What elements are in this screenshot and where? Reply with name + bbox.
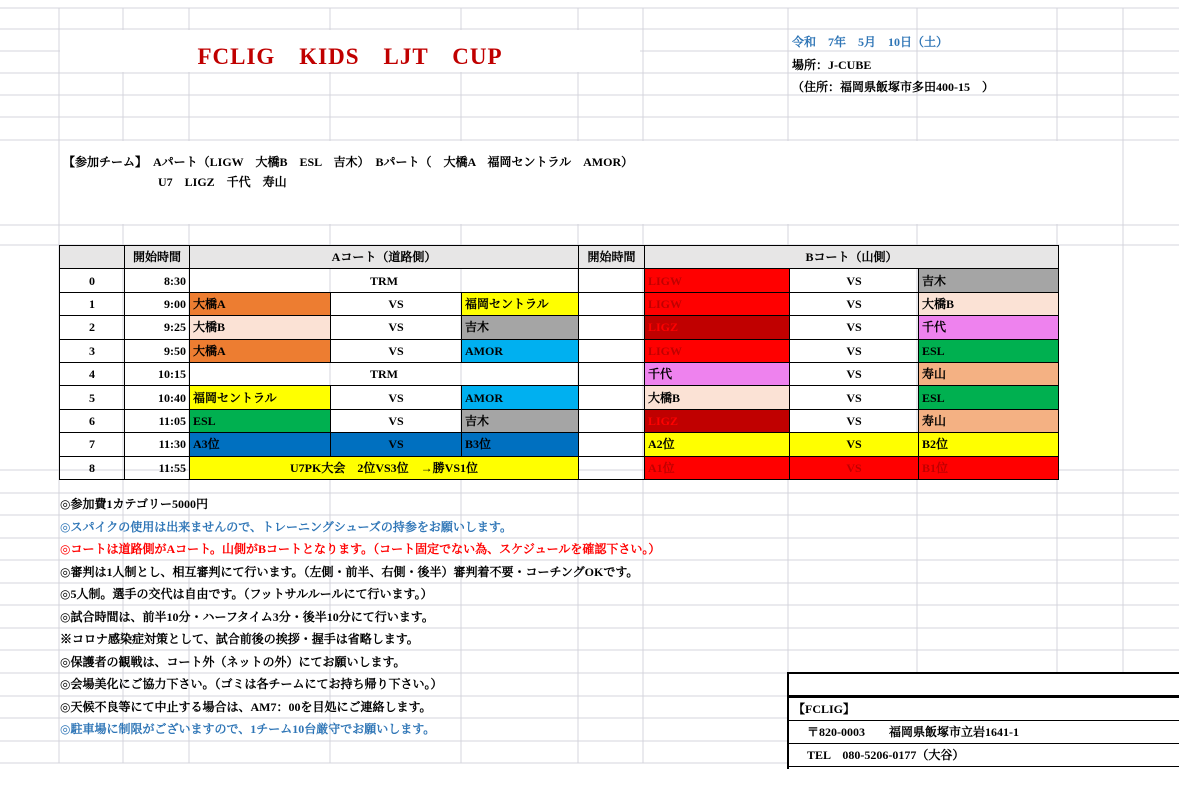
court-b-vs: VS [790, 316, 919, 339]
court-b-away: ESL [919, 386, 1059, 409]
court-b-vs: VS [790, 362, 919, 385]
court-b-time [579, 433, 645, 456]
court-b-away: 吉木 [919, 269, 1059, 292]
header-court-a: Aコート（道路側） [190, 246, 579, 269]
match-number: 6 [60, 409, 125, 432]
start-time: 11:05 [125, 409, 190, 432]
match-number: 7 [60, 433, 125, 456]
match-number: 2 [60, 316, 125, 339]
note-spectators: ◎保護者の観戦は、コート外（ネットの外）にてお願いします。 [60, 654, 406, 669]
court-b-home: LIGZ [645, 316, 790, 339]
court-b-away: 大橋B [919, 292, 1059, 315]
note-covid: ※コロナ感染症対策として、試合前後の挨拶・握手は省略します。 [60, 632, 419, 646]
court-a-away: AMOR [462, 386, 579, 409]
court-b-home: 大橋B [645, 386, 790, 409]
note-players: ◎5人制。選手の交代は自由です。（フットサルルールにて行います。） [60, 587, 433, 601]
event-date: 令和 7年 5月 10日（土） [792, 35, 949, 49]
court-a-vs: VS [331, 316, 462, 339]
event-title: FCLIG KIDS LJT CUP [197, 44, 503, 69]
schedule-row [60, 433, 1059, 456]
event-address: （住所：福岡県飯塚市多田400-15 ） [792, 80, 994, 94]
schedule-row [60, 362, 1059, 385]
notes-list [60, 493, 660, 741]
court-a-away: AMOR [462, 339, 579, 362]
court-b-away: 千代 [919, 316, 1059, 339]
court-b-vs: VS [790, 292, 919, 315]
start-time: 10:15 [125, 362, 190, 385]
court-a-vs: VS [331, 409, 462, 432]
court-b-vs: VS [790, 386, 919, 409]
start-time: 9:25 [125, 316, 190, 339]
note-courts: ◎コートは道路側がAコート。山側がBコートとなります。（コート固定でない為、スケジュールを確認下さい。） [60, 542, 661, 556]
court-b-vs: VS [790, 269, 919, 292]
court-b-vs: VS [790, 339, 919, 362]
court-a-away: 吉木 [462, 316, 579, 339]
note-parking: ◎駐車場に制限がございますので、1チーム10台厳守でお願いします。 [60, 722, 436, 736]
court-a-home: 大橋A [190, 292, 331, 315]
match-number: 0 [60, 269, 125, 292]
schedule-row [60, 292, 1059, 315]
schedule-row [60, 339, 1059, 362]
court-b-vs: VS [790, 409, 919, 432]
match-number: 3 [60, 339, 125, 362]
court-a-away: B3位 [462, 433, 579, 456]
match-number: 8 [60, 456, 125, 479]
contact-org: 【FCLIG】 [789, 698, 1179, 721]
event-venue: 場所：J-CUBE [792, 58, 872, 72]
court-b-time [579, 292, 645, 315]
start-time: 9:00 [125, 292, 190, 315]
court-b-home: A1位 [645, 456, 790, 479]
court-b-home: A2位 [645, 433, 790, 456]
teams-line-1: 【参加チーム】 Aパート（LIGW 大橋B ESL 吉木） Bパート（ 大橋A 福岡セントラル AMOR） [63, 155, 634, 169]
court-a-vs: VS [331, 433, 462, 456]
court-a-home: 福岡セントラル [190, 386, 331, 409]
court-a-u7-event: U7PK大会 2位VS3位 →勝VS1位 [190, 456, 579, 479]
court-a-home: 大橋A [190, 339, 331, 362]
court-a-home: ESL [190, 409, 331, 432]
court-b-time [579, 409, 645, 432]
contact-box [787, 672, 1179, 769]
note-weather: ◎天候不良等にて中止する場合は、AM7：00を目処にご連絡します。 [60, 699, 432, 714]
court-a-vs: VS [331, 292, 462, 315]
court-b-away: 寿山 [919, 362, 1059, 385]
schedule-row [60, 409, 1059, 432]
schedule-row [60, 456, 1059, 479]
court-b-away: ESL [919, 339, 1059, 362]
note-match-time: ◎試合時間は、前半10分・ハーフタイム3分・後半10分にて行います。 [60, 609, 434, 624]
court-b-time [579, 269, 645, 292]
contact-address: 〒820-0003 福岡県飯塚市立岩1641-1 [789, 721, 1179, 744]
schedule-row [60, 386, 1059, 409]
court-b-time [579, 362, 645, 385]
court-b-vs: VS [790, 433, 919, 456]
court-a-vs: VS [331, 386, 462, 409]
schedule-row [60, 316, 1059, 339]
match-number: 1 [60, 292, 125, 315]
header-blank [60, 246, 125, 269]
court-a-break: TRM [190, 362, 579, 385]
court-a-break: TRM [190, 269, 579, 292]
schedule-table [59, 245, 1059, 480]
court-b-time [579, 339, 645, 362]
start-time: 9:50 [125, 339, 190, 362]
match-number: 4 [60, 362, 125, 385]
start-time: 8:30 [125, 269, 190, 292]
header-court-b: Bコート（山側） [645, 246, 1059, 269]
note-spikes: ◎スパイクの使用は出来ませんので、トレーニングシューズの持参をお願いします。 [60, 519, 512, 534]
court-a-vs: VS [331, 339, 462, 362]
court-b-time [579, 386, 645, 409]
court-a-away: 福岡セントラル [462, 292, 579, 315]
teams-line-2: U7 LIGZ 千代 寿山 [158, 175, 287, 189]
court-b-away: 寿山 [919, 409, 1059, 432]
court-b-away: B2位 [919, 433, 1059, 456]
court-b-time [579, 456, 645, 479]
court-b-time [579, 316, 645, 339]
note-fee: ◎参加費1カテゴリー5000円 [60, 497, 208, 511]
schedule-row [60, 269, 1059, 292]
court-a-home: A3位 [190, 433, 331, 456]
court-b-vs: VS [790, 456, 919, 479]
schedule-header-row [60, 246, 1059, 269]
header-start-time-a: 開始時間 [125, 246, 190, 269]
start-time: 10:40 [125, 386, 190, 409]
court-a-home: 大橋B [190, 316, 331, 339]
match-number: 5 [60, 386, 125, 409]
court-b-home: 千代 [645, 362, 790, 385]
court-b-home: LIGZ [645, 409, 790, 432]
court-b-home: LIGW [645, 339, 790, 362]
contact-tel: TEL 080-5206-0177（大谷） [789, 744, 1179, 767]
header-start-time-b: 開始時間 [579, 246, 645, 269]
start-time: 11:30 [125, 433, 190, 456]
court-b-away: B1位 [919, 456, 1059, 479]
court-b-home: LIGW [645, 292, 790, 315]
court-a-away: 吉木 [462, 409, 579, 432]
start-time: 11:55 [125, 456, 190, 479]
note-cleanliness: ◎会場美化にご協力下さい。（ゴミは各チームにてお持ち帰り下さい。） [60, 677, 443, 691]
court-b-home: LIGW [645, 269, 790, 292]
note-referee: ◎審判は1人制とし、相互審判にて行います。（左側・前半、右側・後半）審判着不要・コーチングOKです。 [60, 564, 639, 579]
